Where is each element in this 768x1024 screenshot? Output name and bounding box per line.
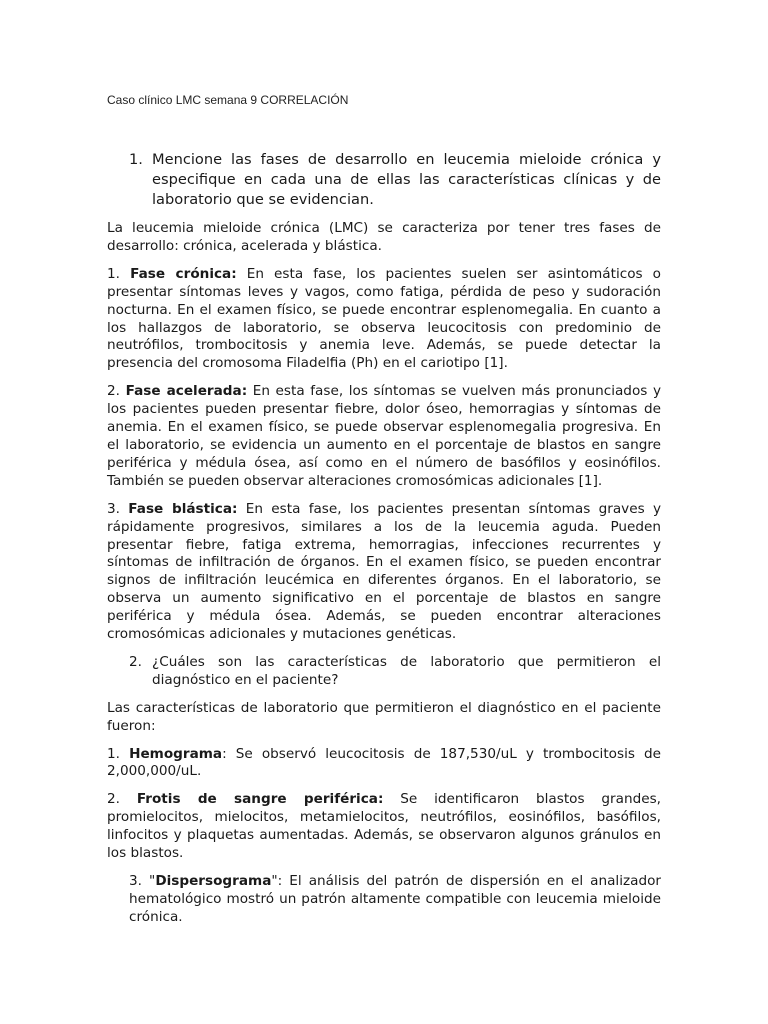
lab-item-number: 1.	[107, 745, 120, 762]
phase-number: 3.	[107, 500, 120, 517]
phase-number: 1.	[107, 265, 120, 282]
phase-text: En esta fase, los pacientes presentan síntomas graves y rápidamente progresivos, similares a los de la leucemia aguda. Pueden presentar fiebre, fatiga extrema, hemorragias, infecciones recurrentes y síntomas de infiltración de órganos. En el examen físico, se pueden encontrar signos de infiltración leucémica en diferentes órganos. En el laboratorio, se observa un aumento significativo en el porcentaje de blastos en sangre periférica y médula ósea. Además, se pueden encontrar alteraciones cromosómicas adicionales y mutaciones genéticas.	[107, 500, 662, 643]
phase-text: En esta fase, los síntomas se vuelven más pronunciados y los pacientes pueden presentar fiebre, dolor óseo, hemorragias y síntomas de anemia. En el examen físico, se puede observar esplenomegalia progresiva. En el laboratorio, se evidencia un aumento en el porcentaje de blastos en sangre periférica y médula ósea, así como en el número de basófilos y eosinófilos. También se pueden observar alteraciones cromosómicas adicionales [1].	[107, 383, 661, 489]
phase-title: Fase acelerada:	[125, 383, 248, 400]
phase-text: En esta fase, los pacientes suelen ser asintomáticos o presentar síntomas leves y vagos, como fatiga, pérdida de peso y sudoración nocturna. En el examen físico, se puede encontrar esplenomegalia. En cuanto a los hallazgos de laboratorio, se observa leucocitosis con predominio de neutrófilos, trombocitosis y anemia leve. Además, se puede detectar la presencia del cromosoma Filadelfia (Ph) en el cariotipo [1].	[107, 265, 661, 372]
lab-item-title: Hemograma	[129, 745, 223, 762]
lab-item-title: Dispersograma	[155, 873, 272, 889]
phase-accelerated	[107, 383, 661, 490]
phase-title: Fase crónica:	[130, 265, 237, 282]
document-header: Caso clínico LMC semana 9 CORRELACIÓN	[107, 93, 349, 107]
lab-item-text: Se identificaron blastos grandes, promielocitos, mielocitos, metamielocitos, neutrófilos, eosinófilos, basófilos, linfocitos y plaquetas aumentadas. Además, se observaron algunos gránulos en los blastos.	[107, 791, 661, 862]
question-1-text: Mencione las fases de desarrollo en leucemia mieloide crónica y especifique en cada una de ellas las características clínicas y de laboratorio que se evidencian.	[152, 151, 661, 208]
lab-intro-paragraph: Las características de laboratorio que permitieron el diagnóstico en el paciente fueron:	[107, 699, 661, 734]
question-2-number: 2.	[129, 653, 142, 670]
lab-item-quote: "	[149, 873, 156, 889]
lab-item-number: 2.	[107, 791, 120, 808]
lab-item-number: 3.	[129, 873, 142, 889]
question-1	[107, 150, 661, 210]
lab-item-text: ": El análisis del patrón de dispersión en el analizador hematológico mostró un patrón altamente compatible con leucemia mieloide crónica.	[129, 873, 661, 925]
question-2	[107, 654, 661, 690]
lab-item-frotis	[107, 791, 661, 863]
question-2-text: ¿Cuáles son las características de laboratorio que permitieron el diagnóstico en el paciente?	[152, 653, 661, 688]
phase-number: 2.	[107, 383, 120, 400]
phase-chronic	[107, 266, 661, 373]
lab-item-dispersograma	[107, 873, 661, 927]
phase-blastic	[107, 501, 661, 644]
lab-item-hemograma	[107, 746, 661, 782]
lab-item-text: : Se observó leucocitosis de 187,530/uL y trombocitosis de 2,000,000/uL.	[107, 745, 661, 780]
phase-title: Fase blástica:	[128, 500, 238, 517]
document-body	[107, 150, 661, 937]
intro-paragraph: La leucemia mieloide crónica (LMC) se caracteriza por tener tres fases de desarrollo: crónica, acelerada y blástica.	[107, 220, 661, 254]
lab-item-title: Frotis de sangre periférica:	[136, 791, 384, 808]
question-1-number: 1.	[129, 151, 143, 168]
